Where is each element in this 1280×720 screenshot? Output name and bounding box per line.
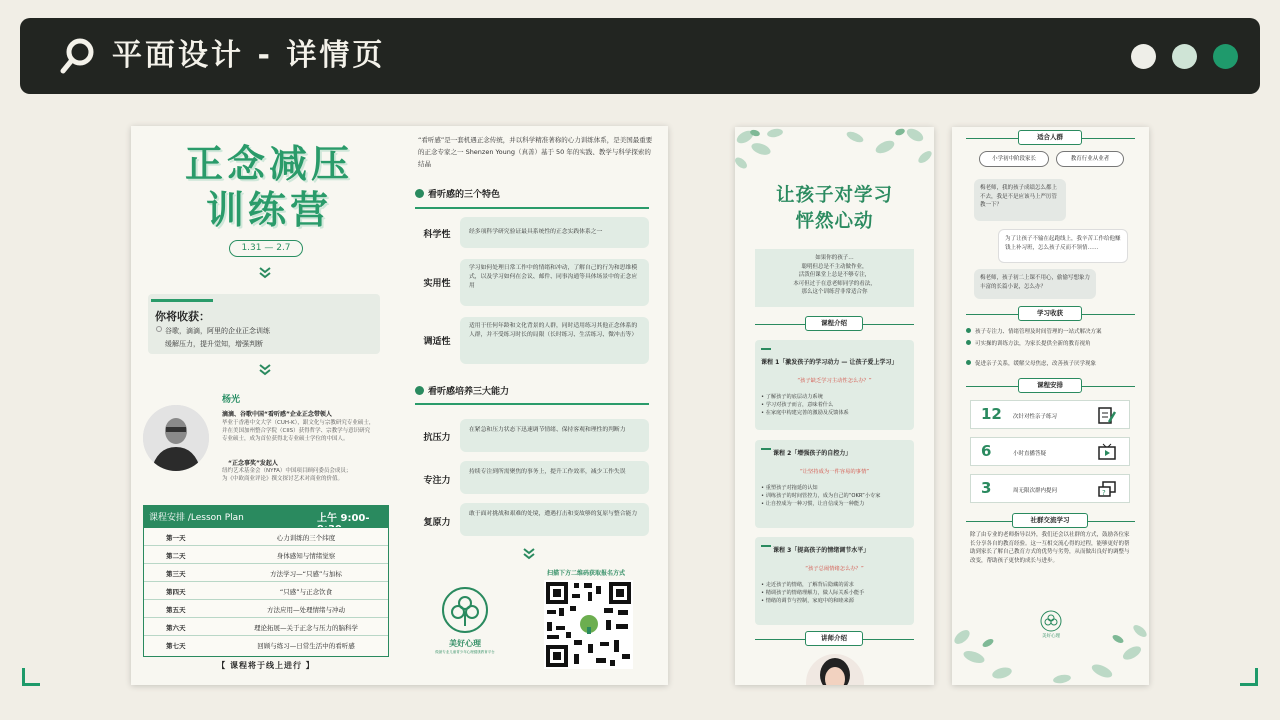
brand-name: 美好心理 xyxy=(449,639,481,648)
stat-label: 小时直播答疑 xyxy=(1013,451,1047,457)
leaf-decoration-icon xyxy=(735,127,934,173)
stat-card xyxy=(970,400,1130,429)
feature-label: 科学性 xyxy=(423,230,451,240)
speaker-bio-line: 并在美国加州整合学院（CIIS）获得哲学、宗教学与意识研究 xyxy=(222,428,371,434)
page-title: 平面设计 - 详情页 xyxy=(112,38,386,73)
table-row xyxy=(144,546,388,564)
stat-card xyxy=(970,474,1130,503)
section-heading: 看听感培养三大能力 xyxy=(415,384,509,397)
tv-play-icon xyxy=(1097,443,1117,462)
speaker-bio2-line: 为《中欧商业评论》撰文探讨艺术对商业的价值。 xyxy=(222,476,344,482)
lesson-day: 第二天 xyxy=(166,552,186,560)
speaker-title2: “正念事奖”发起人 xyxy=(228,460,278,467)
teacher-intro-tag: 讲师介绍 xyxy=(805,631,863,646)
lesson-content: 身体感知与情绪觉察 xyxy=(276,552,336,560)
lesson-day: 第四天 xyxy=(166,588,186,596)
table-row xyxy=(144,600,388,618)
chevron-down-icon xyxy=(258,266,272,280)
ability-label: 复原力 xyxy=(423,518,451,528)
stat-card xyxy=(970,437,1130,466)
poster-study-motivation xyxy=(735,127,934,685)
avatar xyxy=(143,405,209,471)
section-heading: 看听感的三个特色 xyxy=(415,187,500,200)
poster-parenting xyxy=(952,127,1149,685)
feature-label: 调适性 xyxy=(423,337,451,347)
chat-bubble: 梅老师，我的孩子成绩怎么都上不去，我是不是应该马上严厉管教一下？ xyxy=(974,179,1066,221)
table-row xyxy=(144,582,388,600)
ability-box: 敢于面对挑战和艰难的处境，遭遇打击和变故够的复原与整合能力 xyxy=(460,503,649,536)
audience-chip: 小学初中阶段家长 xyxy=(979,151,1049,167)
frame-corner xyxy=(22,668,40,686)
lesson-plan-title: 课程安排 /Lesson Plan xyxy=(149,513,244,523)
lesson-content: “只感”与正念饮食 xyxy=(279,588,333,596)
gain-item: 谷歌，滴滴，阿里的企业正念训练 xyxy=(165,327,270,335)
lesson-content: 心力训练的三个纬度 xyxy=(276,534,336,542)
table-row xyxy=(144,564,388,582)
course-card: 课程 2「增强孩子的自控力」 “让坚持成为一件容易的事情” • 重塑孩子对拖延的认知 • 训练孩子的时间管控力，成为自己的“OKR”小专家 • 让自控成为一种习惯，让自信成为一种能力 xyxy=(755,440,914,528)
lesson-content: 理论拓展—关于正念与压力的脑科学 xyxy=(254,624,358,632)
stat-label: 次针对性亲子练习 xyxy=(1013,414,1058,420)
ability-label: 抗压力 xyxy=(423,433,451,443)
speaker-bio2-line: 纽约艺术基金会（NYFA）中国项目顾问委员会成员； xyxy=(222,468,352,474)
lesson-day: 第七天 xyxy=(166,642,186,650)
lesson-day: 第三天 xyxy=(166,570,186,578)
harvest-tag: 学习收获 xyxy=(1018,306,1082,321)
chevron-down-icon xyxy=(522,547,536,561)
course-intro-tag: 课程介绍 xyxy=(805,316,863,331)
brand-slogan: 做最专业儿童青少年心理健康教育平台 xyxy=(435,650,495,654)
table-row xyxy=(144,618,388,636)
course-card: 课程 1「激发孩子的学习动力 — 让孩子爱上学习」 “孩子缺乏学习主动性怎么办？” • 了解孩子的底层动力系统 • 学习对孩子而言，意味着什么 • 在家庭中构建完善的激励及反馈体系 xyxy=(755,340,914,430)
chevron-down-icon xyxy=(258,363,272,377)
bullet-icon xyxy=(966,360,971,365)
lesson-content: 回顾与练习—日常生活中的看听感 xyxy=(257,642,355,650)
gain-item: 缓解压力，提升觉知，增强判断 xyxy=(165,340,263,348)
accent-bar xyxy=(761,545,771,547)
feature-box: 适用于任何年龄和文化背景的人群，同时适用练习其他正念体系的人群，并不受练习时长的局限（长时练习、生活练习、微冲击等） xyxy=(460,317,649,364)
window-dot-green[interactable] xyxy=(1213,44,1238,69)
poster-mindfulness xyxy=(131,126,668,685)
qr-caption: 扫描下方二维码获取报名方式 xyxy=(547,570,626,577)
leaf-icon xyxy=(415,386,424,395)
harvest-item: 促进亲子关系，缓解父母焦虑，改善孩子厌学现象 xyxy=(966,360,1144,368)
poster1-title-line1: 正念减压 xyxy=(184,142,353,186)
brand-logo-icon xyxy=(441,586,489,634)
brand-name: 美好心理 xyxy=(1042,634,1060,639)
feature-box: 经多项科学研究验证最具系统性的正念实践体系之一 xyxy=(460,217,649,248)
audience-tag: 适合人群 xyxy=(1018,130,1082,145)
lesson-day: 第五天 xyxy=(166,606,186,614)
lesson-content: 方法学习—“只感”与加标 xyxy=(270,570,342,578)
stat-number: 12 xyxy=(981,405,1002,423)
svg-text:?: ? xyxy=(1102,489,1106,497)
table-row xyxy=(144,528,388,546)
speaker-bio-line: 毕业于香港中文大学（CUH-K），跟文化与宗教研究专业硕士， xyxy=(222,420,375,426)
course-card: 课程 3「提高孩子的情绪调节水平」 “孩子总闹情绪怎么办？” • 走近孩子的情绪，了解背后隐藏的需求 • 精调孩子的情绪理解力，做人际关系小能手 • 情绪的调节与控制，家庭中的和睦来源 xyxy=(755,537,914,625)
lesson-content: 方法应用—处理情绪与冲动 xyxy=(267,606,345,614)
teacher-photo xyxy=(805,653,865,685)
bullet-icon xyxy=(966,340,971,345)
speaker-role: 滴滴、谷歌中国“看听感”企业正念带领人 xyxy=(222,411,332,418)
audience-chip: 教育行业从业者 xyxy=(1056,151,1124,167)
lesson-day: 第六天 xyxy=(166,624,186,632)
question-box: 如果你的孩子… 聪明但总是不主动做作业， 活泼但课堂上总是不够专注， 本可但过于在意老师同学的看法， 那么这个训练营非常适合你 xyxy=(755,249,914,307)
lesson-plan-table xyxy=(143,527,389,657)
window-dot-light[interactable] xyxy=(1131,44,1156,69)
poster1-title-line2: 训练营 xyxy=(205,188,332,232)
section-divider xyxy=(415,207,649,209)
stat-number: 3 xyxy=(981,479,992,497)
stat-number: 6 xyxy=(981,442,992,460)
lesson-footnote: 【 课程将于线上进行 】 xyxy=(217,661,315,670)
accent-bar xyxy=(761,348,771,350)
speaker-name: 杨光 xyxy=(222,395,241,405)
feature-box: 学习如何处理日常工作中的情绪和冲动，了解自己的行为和思维模式，以及学习如何在会议、邮件、同事沟通等具体场景中的正念应用 xyxy=(460,259,649,306)
feature-label: 实用性 xyxy=(423,279,451,289)
note-pen-icon xyxy=(1097,406,1117,425)
table-row xyxy=(144,636,388,654)
frame-corner xyxy=(1240,668,1258,686)
bullet-icon xyxy=(966,328,971,333)
chat-bubble: 梅老师，孩子初二上课不用心，偷偷写想象力丰富的长篇小说，怎么办？ xyxy=(974,269,1096,299)
leaf-decoration-icon xyxy=(952,623,1149,685)
harvest-item: 可实操的训练方法，为家长提供全新的教育视角 xyxy=(966,340,1144,348)
gains-title: 你将收获： xyxy=(155,310,210,323)
speaker-bio-line: 专业硕士，成为首位获得北专业硕士学位的中国人。 xyxy=(222,436,349,442)
section-divider xyxy=(415,403,649,405)
window-dot-mint[interactable] xyxy=(1172,44,1197,69)
window-header xyxy=(20,18,1260,94)
date-badge: 1.31 — 2.7 xyxy=(229,240,303,257)
lesson-plan-header xyxy=(143,505,389,527)
ability-box: 在紧急和压力状态下迅速调节情绪、保持客观和理性的判断力 xyxy=(460,419,649,452)
qr-code[interactable] xyxy=(544,580,633,669)
ability-label: 专注力 xyxy=(423,476,451,486)
ability-box: 持续专注到所需聚焦的事务上，提升工作效率，减少工作失误 xyxy=(460,461,649,494)
leaf-icon xyxy=(415,189,424,198)
community-tag: 社群交流学习 xyxy=(1012,513,1088,528)
stat-label: 周无限次群内提问 xyxy=(1013,488,1058,494)
harvest-item: 孩子专注力、情绪管理及时间管理的一站式解决方案 xyxy=(966,328,1144,336)
accent-bar xyxy=(761,448,771,450)
search-icon[interactable] xyxy=(60,37,96,75)
chat-question-icon xyxy=(1097,480,1117,499)
intro-text: “看听感”是一套机遇正念传统，并以科学精准著称的心力训练体系，是美国最重要的正念专家之一 Shenzen Young（真善）基于 50 年的实践、教学与科学探索的结晶 xyxy=(418,136,653,168)
lesson-plan-time: 上午 9:00- xyxy=(317,513,370,524)
gains-accent-bar xyxy=(151,299,213,302)
chat-bubble: 为了让孩子不输在起跑线上，我辛苦工作给他赚钱上补习班，怎么孩子反而不领情…… xyxy=(998,229,1128,263)
poster2-title: 让孩子对学习 怦然心动 xyxy=(775,185,893,232)
bullet-icon xyxy=(156,326,162,332)
lesson-day: 第一天 xyxy=(166,534,186,542)
community-text: 除了由专业的老师指导以外，我们还会以社群的方式，鼓励各位家长分享各自的教育经验。这一互相交流心得的过程，能够更好的帮助到家长了解自己教育方式的优势与劣势，从而做出良好的调整与改变，帮助孩子更快的成长与进步。 xyxy=(970,532,1130,564)
schedule-tag: 课程安排 xyxy=(1018,378,1082,393)
